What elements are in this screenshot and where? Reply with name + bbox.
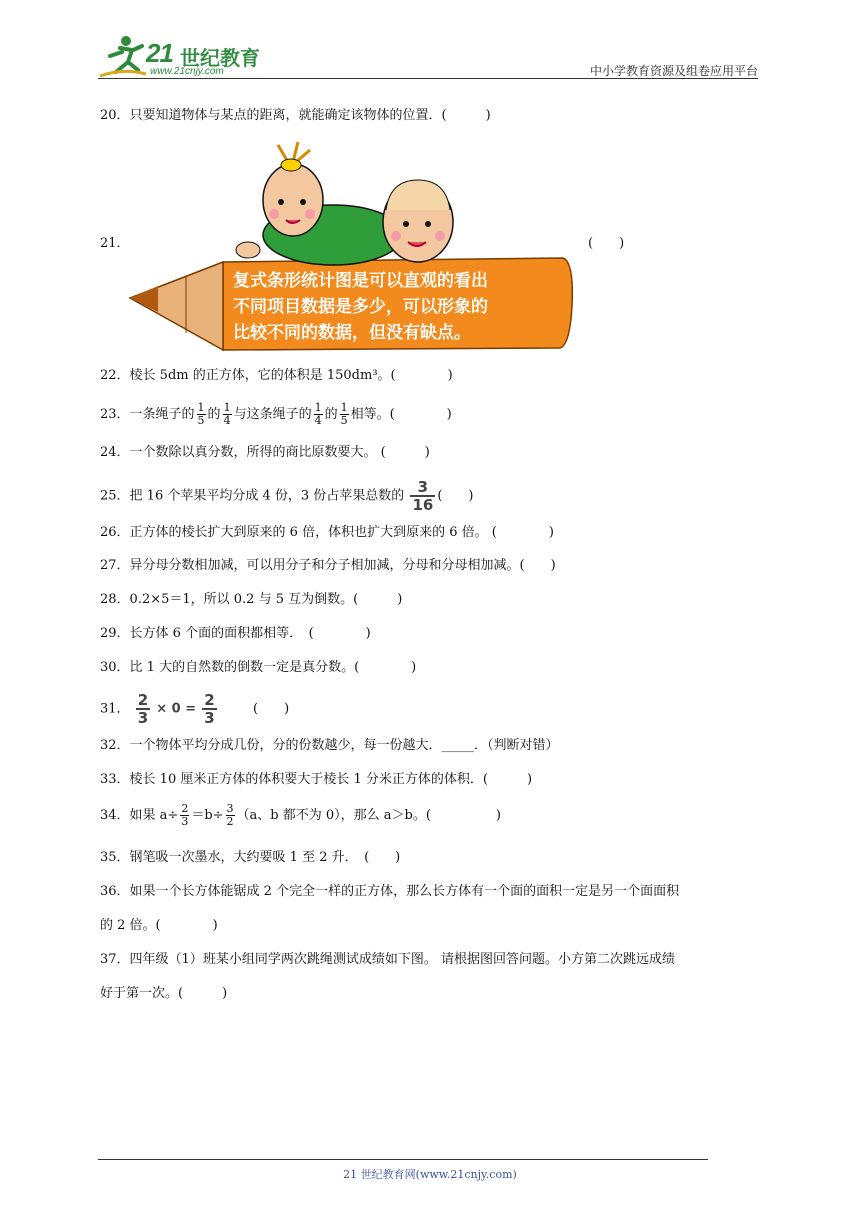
- question-23: [100, 402, 452, 427]
- question-31: [100, 692, 289, 726]
- logo-url: www.21cnjy.com: [150, 66, 224, 77]
- footer-divider: [98, 1159, 708, 1160]
- question-30: 30．比 1 大的自然数的倒数一定是真分数。( ): [100, 660, 417, 675]
- question-32: 32．一个物体平均分成几份，分的份数越少，每一份越大．_____．（判断对错）: [100, 738, 559, 753]
- q34-text-c: （a、b 都不为 0），那么 a＞b。( ): [236, 808, 502, 823]
- fraction: $\frac{1}{5}$: [340, 401, 348, 427]
- q25-text-a: 25．把 16 个苹果平均分成 4 份，3 份占苹果总数的: [100, 488, 405, 504]
- question-35: 35．钢笔吸一次墨水，大约要吸 1 至 2 升． ( ): [100, 850, 401, 865]
- header-slogan: 中小学教育资源及组卷应用平台: [589, 64, 758, 78]
- header-divider: [98, 78, 758, 79]
- question-33: 33．棱长 10 厘米正方体的体积要大于棱长 1 分米正方体的体积．( ): [100, 772, 533, 787]
- logo-name: 世纪教育: [180, 46, 260, 70]
- question-36-line-2: 的 2 倍。( ): [100, 918, 218, 933]
- question-22: 22．棱长 5dm 的正方体，它的体积是 150dm³。( ): [100, 368, 453, 383]
- page-header: [98, 34, 758, 80]
- q23-text-e: 相等。( ): [350, 407, 452, 422]
- pencil-text-line-1: 复式条形统计图是可以直观的看出: [233, 271, 488, 291]
- question-36-line-1: 36．如果一个长方体能锯成 2 个完全一样的正方体，那么长方体有一个面的面积一定是另一个面面积: [100, 884, 680, 899]
- question-37-line-1: 37．四年级（1）班某小组同学两次跳绳测试成绩如下图。 请根据图回答问题。小方第二次跳远成绩: [100, 952, 675, 967]
- page-footer: 21 世纪教育网(www.21cnjy.com): [343, 1168, 517, 1181]
- site-logo: [98, 34, 268, 80]
- question-26: 26．正方体的棱长扩大到原来的 6 倍，体积也扩大到原来的 6 倍。 ( ): [100, 525, 554, 540]
- question-21-illustration: [128, 140, 573, 352]
- q31-operator: × 0 =: [156, 701, 197, 717]
- question-34: [100, 803, 501, 828]
- question-27: 27．异分母分数相加减，可以用分子和分子相加减，分母和分母相加减。( ): [100, 558, 556, 573]
- fraction: $\frac{1}{4}$: [223, 401, 231, 427]
- q31-number: 31．: [100, 701, 130, 717]
- q34-text-a: 34．如果 a÷: [100, 808, 179, 823]
- q23-text-c: 与这条绳子的: [233, 407, 312, 422]
- q23-text-b: 的: [207, 407, 221, 422]
- fraction: $\frac{3}{16}$: [412, 478, 434, 514]
- fraction: $\frac{1}{4}$: [314, 401, 322, 427]
- q23-text-a: 23．一条绳子的: [100, 407, 195, 422]
- question-37-line-2: 好于第一次。( ): [100, 986, 228, 1001]
- question-25: [100, 479, 473, 513]
- pencil-text-line-3: 比较不同的数据，但没有缺点。: [233, 323, 471, 343]
- question-21-answer-blank: ( ): [588, 236, 625, 251]
- question-20: 20．只要知道物体与某点的距离，就能确定该物体的位置．( ): [100, 108, 491, 123]
- logo-number: 21: [146, 38, 173, 68]
- question-24: 24．一个数除以真分数，所得的商比原数要大。 ( ): [100, 445, 430, 460]
- fraction: $\frac{1}{5}$: [197, 401, 205, 427]
- fraction: $\frac{3}{2}$: [226, 802, 234, 828]
- q34-text-b: ＝b÷: [191, 808, 224, 823]
- pencil-text-line-2: 不同项目数据是多少，可以形象的: [233, 297, 488, 317]
- pencil-cartoon-icon: [128, 140, 573, 352]
- question-28: 28．0.2×5＝1，所以 0.2 与 5 互为倒数。( ): [100, 592, 403, 607]
- fraction: $\frac{2}{3}$: [137, 691, 149, 727]
- fraction: $\frac{2}{3}$: [181, 802, 189, 828]
- q25-text-b: ( ): [437, 488, 474, 504]
- fraction: $\frac{2}{3}$: [204, 691, 215, 727]
- q31-answer-blank: ( ): [253, 701, 290, 717]
- question-21-number: 21．: [100, 236, 130, 251]
- question-29: 29．长方体 6 个面的面积都相等． ( ): [100, 626, 371, 641]
- runner-logo-icon: [98, 34, 148, 78]
- q23-text-d: 的: [324, 407, 338, 422]
